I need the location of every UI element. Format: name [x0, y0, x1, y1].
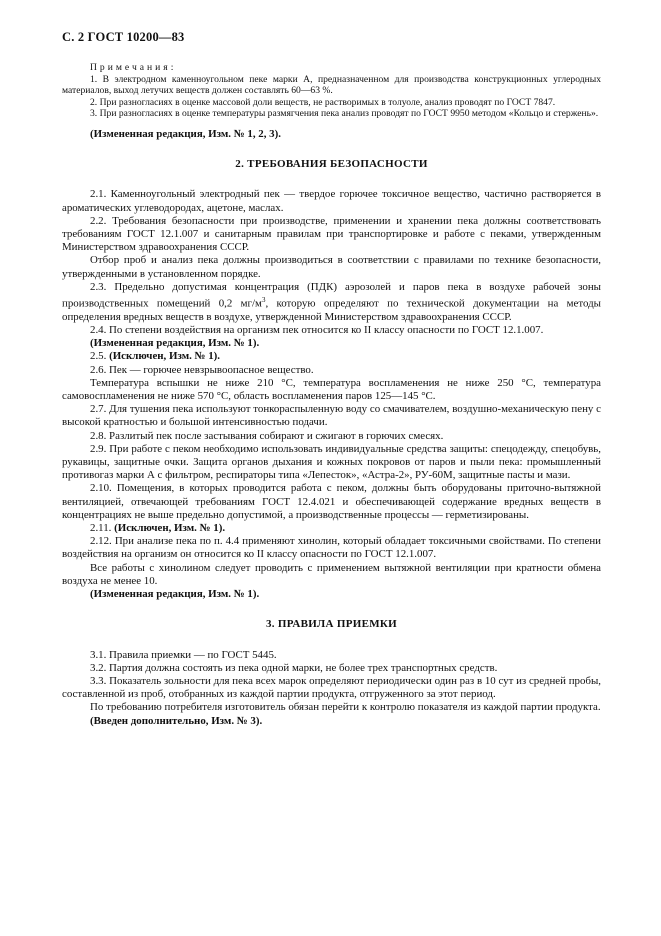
edit-note-2-4: (Измененная редакция, Изм. № 1). [90, 337, 260, 350]
paragraph-3-1: 3.1. Правила приемки — по ГОСТ 5445. [90, 648, 277, 661]
edit-note-3-3: (Введен дополнительно, Изм. № 3). [90, 714, 263, 727]
paragraph-3-3: 3.3. Показатель зольности для пека всех марок определяют периодически один раз в 10 сут из средней пробы, составленной из проб, отобранных из каждой партии продукта, отгруженного за этот период. [62, 674, 601, 701]
paragraph-2-6: 2.6. Пек — горючее невзрывоопасное вещество. [90, 363, 314, 376]
section-3-title: 3. ПРАВИЛА ПРИЕМКИ [265, 618, 398, 631]
paragraph-2-11-excluded: (Исключен, Изм. № 1). [114, 522, 226, 535]
document-body [62, 120, 601, 728]
section-2-title: 2. ТРЕБОВАНИЯ БЕЗОПАСНОСТИ [235, 158, 428, 171]
paragraph-2-9: 2.9. При работе с пеком необходимо использовать индивидуальные средства защиты: спецодежду, спецобувь, рукавицы, защитные очки. Защита органов дыхания и кожных покровов от паров и пыли пека: промышленный противогаз марки А с фильтром, респираторы типа «Лепесток», «Астра-2», РУ-60М, защитные пасты и мази. [62, 442, 601, 482]
paragraph-2-12-cont: Все работы с хинолином следует проводить с применением вытяжной вентиляции при кратности обмена воздуха не менее 10. [62, 561, 601, 587]
notes-block [62, 62, 601, 120]
paragraph-3-2: 3.2. Партия должна состоять из пека одной марки, не более трех транспортных средств. [90, 661, 498, 674]
paragraph-2-5 [62, 350, 601, 363]
edit-note-2-12: (Измененная редакция, Изм. № 1). [90, 588, 260, 601]
paragraph-2-4: 2.4. По степени воздействия на организм пек относится ко II классу опасности по ГОСТ 12.1.007. [90, 324, 544, 337]
paragraph-2-10: 2.10. Помещения, в которых проводится работа с пеком, должны быть оборудованы приточно-вытяжной вентиляцией, отвечающей требованиям ГОСТ 12.4.021 и обеспечивающей содержание вредных веществ в концентрациях не выше предельно допустимой, а производственные процессы — герметизированы. [62, 482, 601, 521]
note-1: 1. В электродном каменноугольном пеке марки А, предназначенном для производства конструкционных углеродных материалов, выход летучих веществ должен составлять 60—63 %. [62, 73, 601, 97]
paragraph-2-5-number: 2.5. [90, 350, 107, 363]
paragraph-2-7: 2.7. Для тушения пека используют тонкораспыленную воду со смачивателем, воздушно-механическую пену с высокой кратностью и большой интенсивностью подачи. [62, 403, 601, 429]
paragraph-3-3-cont: По требованию потребителя изготовитель обязан перейти к контролю показателя из каждой партии продукта. [90, 701, 601, 714]
note-3: 3. При разногласиях в оценке температуры размягчения пека анализ проводят по ГОСТ 9950 методом «Кольцо и стержень». [90, 108, 599, 120]
paragraph-2-2: 2.2. Требования безопасности при производстве, применении и хранении пека должны соответствовать требованиям ГОСТ 12.1.007 и санитарным правилам при транспортировке и работе с пеками, утвержденным Министерством здравоохранения СССР. [62, 214, 601, 254]
note-2: 2. При разногласиях в оценке массовой доли веществ, не растворимых в толуоле, анализ проводят по ГОСТ 7847. [90, 96, 556, 108]
paragraph-2-3-part-a: 2.3. Предельно допустимая концентрация (ПДК) аэрозолей и паров пека в воздухе рабочей зоны производственных помещений 0,2 мг/м [62, 280, 601, 310]
paragraph-2-12: 2.12. При анализе пека по п. 4.4 применяют хинолин, который обладает токсичными свойствами. По степени воздействия на организм он относится ко II классу опасности по ГОСТ 12.1.007. [62, 535, 601, 561]
paragraph-2-6-cont: Температура вспышки не ниже 210 °С, температура воспламенения не ниже 250 °С, температура самовоспламенения не ниже 570 °С, область воспламенения паров 125—145 °С. [62, 376, 601, 403]
paragraph-2-1: 2.1. Каменноугольный электродный пек — твердое горючее токсичное вещество, частично растворяется в ароматических углеводородах, ацетоне, маслах. [62, 188, 601, 214]
superscript-3: 3 [261, 296, 266, 304]
paragraph-2-8: 2.8. Разлитый пек после застывания собирают и сжигают в горючих смесях. [90, 429, 444, 442]
notes-edit-note: (Измененная редакция, Изм. № 1, 2, 3). [90, 127, 281, 140]
notes-title: Примечания: [90, 62, 177, 73]
paragraph-2-2-cont: Отбор проб и анализ пека должны производиться в соответствии с правилами по технике безопасности, утвержденными в установленном порядке. [62, 254, 601, 280]
paragraph-2-11 [62, 522, 601, 535]
paragraph-2-3-part-b: , которую определяют по технической документации на методы определения вредных веществ в воздухе, утвержденной Министерством здравоохранения СССР. [62, 297, 601, 323]
page-header: С. 2 ГОСТ 10200—83 [62, 30, 185, 44]
paragraph-2-5-excluded: (Исключен, Изм. № 1). [109, 350, 221, 363]
paragraph-2-11-number: 2.11. [90, 522, 112, 535]
paragraph-2-3 [62, 281, 601, 324]
